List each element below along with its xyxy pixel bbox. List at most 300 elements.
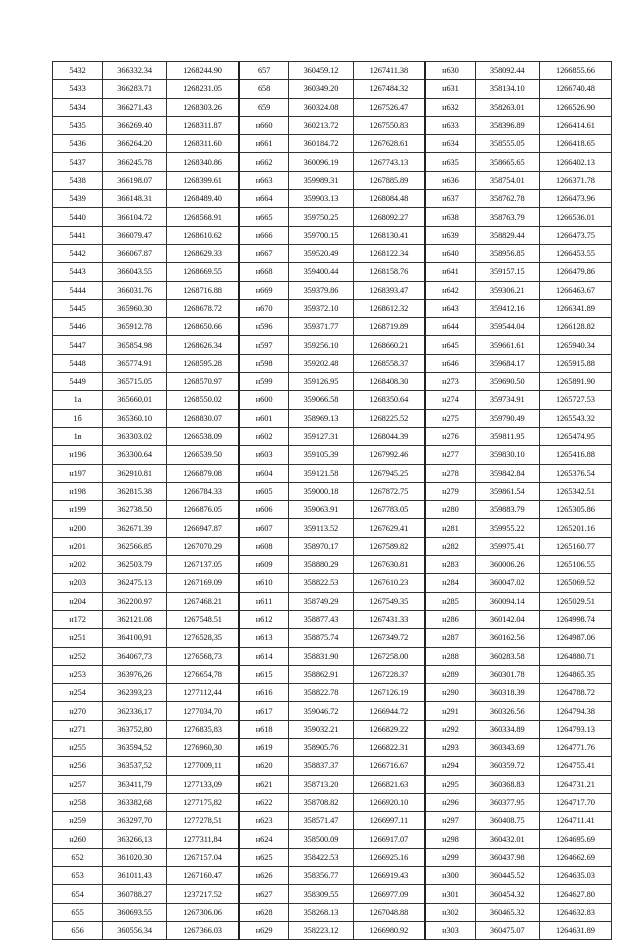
y-coordinate-cell: 1268489.40 <box>167 190 239 208</box>
y-coordinate-cell: 1267783.05 <box>353 501 425 519</box>
y-coordinate-cell: 1266418.65 <box>539 135 611 153</box>
y-coordinate-cell: 1266716.67 <box>353 757 425 775</box>
table-row <box>53 665 612 683</box>
table-row <box>53 391 612 409</box>
point-id-cell: н613 <box>239 629 289 647</box>
x-coordinate-cell: 366104.72 <box>103 208 167 226</box>
x-coordinate-cell: 363537,52 <box>103 757 167 775</box>
point-id-cell: 5439 <box>53 190 103 208</box>
x-coordinate-cell: 362815.38 <box>103 482 167 500</box>
x-coordinate-cell: 359000.18 <box>289 482 353 500</box>
x-coordinate-cell: 360162.56 <box>475 629 539 647</box>
x-coordinate-cell: 360324.08 <box>289 98 353 116</box>
point-id-cell: н600 <box>239 391 289 409</box>
x-coordinate-cell: 358500.09 <box>289 830 353 848</box>
point-id-cell: н273 <box>425 373 475 391</box>
x-coordinate-cell: 360184.72 <box>289 135 353 153</box>
point-id-cell: н635 <box>425 153 475 171</box>
x-coordinate-cell: 358762.78 <box>475 190 539 208</box>
table-row <box>53 373 612 391</box>
y-coordinate-cell: 1266371.78 <box>539 171 611 189</box>
x-coordinate-cell: 366264.20 <box>103 135 167 153</box>
point-id-cell: 5436 <box>53 135 103 153</box>
point-id-cell: н668 <box>239 263 289 281</box>
x-coordinate-cell: 358749.29 <box>289 592 353 610</box>
x-coordinate-cell: 362336,17 <box>103 702 167 720</box>
y-coordinate-cell: 1267431.33 <box>353 610 425 628</box>
table-row <box>53 501 612 519</box>
y-coordinate-cell: 1267589.82 <box>353 537 425 555</box>
point-id-cell: 1а <box>53 391 103 409</box>
point-id-cell: н281 <box>425 519 475 537</box>
y-coordinate-cell: 1277133,09 <box>167 775 239 793</box>
y-coordinate-cell: 1268595.28 <box>167 354 239 372</box>
y-coordinate-cell: 1267548.51 <box>167 610 239 628</box>
table-row <box>53 281 612 299</box>
y-coordinate-cell: 1267550.83 <box>353 116 425 134</box>
x-coordinate-cell: 360326.56 <box>475 702 539 720</box>
x-coordinate-cell: 362393,23 <box>103 684 167 702</box>
table-row <box>53 299 612 317</box>
x-coordinate-cell: 359975.41 <box>475 537 539 555</box>
x-coordinate-cell: 360408.75 <box>475 812 539 830</box>
point-id-cell: 5435 <box>53 116 103 134</box>
point-id-cell: н623 <box>239 812 289 830</box>
point-id-cell: н641 <box>425 263 475 281</box>
y-coordinate-cell: 1264635.03 <box>539 867 611 885</box>
x-coordinate-cell: 359734.91 <box>475 391 539 409</box>
table-row <box>53 885 612 903</box>
point-id-cell: н258 <box>53 793 103 811</box>
point-id-cell: н645 <box>425 336 475 354</box>
y-coordinate-cell: 1264788.72 <box>539 684 611 702</box>
point-id-cell: н627 <box>239 885 289 903</box>
x-coordinate-cell: 362671.39 <box>103 519 167 537</box>
x-coordinate-cell: 359684.17 <box>475 354 539 372</box>
point-id-cell: 5434 <box>53 98 103 116</box>
x-coordinate-cell: 363303.02 <box>103 427 167 445</box>
table-row <box>53 190 612 208</box>
point-id-cell: н298 <box>425 830 475 848</box>
y-coordinate-cell: 1266453.55 <box>539 244 611 262</box>
x-coordinate-cell: 366079.47 <box>103 226 167 244</box>
y-coordinate-cell: 1268044.39 <box>353 427 425 445</box>
point-id-cell: н286 <box>425 610 475 628</box>
point-id-cell: н637 <box>425 190 475 208</box>
x-coordinate-cell: 362566.85 <box>103 537 167 555</box>
table-row <box>53 80 612 98</box>
point-id-cell: н633 <box>425 116 475 134</box>
y-coordinate-cell: 1268231.05 <box>167 80 239 98</box>
point-id-cell: н300 <box>425 867 475 885</box>
point-id-cell: н669 <box>239 281 289 299</box>
y-coordinate-cell: 1268311.87 <box>167 116 239 134</box>
x-coordinate-cell: 363594,52 <box>103 738 167 756</box>
x-coordinate-cell: 358268.13 <box>289 903 353 921</box>
y-coordinate-cell: 1267743.13 <box>353 153 425 171</box>
point-id-cell: 5433 <box>53 80 103 98</box>
x-coordinate-cell: 360377.95 <box>475 793 539 811</box>
point-id-cell: 652 <box>53 848 103 866</box>
x-coordinate-cell: 362200.97 <box>103 592 167 610</box>
point-id-cell: н203 <box>53 574 103 592</box>
table-row <box>53 537 612 555</box>
y-coordinate-cell: 1265201.16 <box>539 519 611 537</box>
point-id-cell: н642 <box>425 281 475 299</box>
x-coordinate-cell: 358555.05 <box>475 135 539 153</box>
y-coordinate-cell: 1277175,82 <box>167 793 239 811</box>
y-coordinate-cell: 1267549.35 <box>353 592 425 610</box>
y-coordinate-cell: 1267526.47 <box>353 98 425 116</box>
y-coordinate-cell: 1266917.07 <box>353 830 425 848</box>
table-row <box>53 867 612 885</box>
y-coordinate-cell: 1265376.54 <box>539 464 611 482</box>
x-coordinate-cell: 359127.31 <box>289 427 353 445</box>
point-id-cell: 5442 <box>53 244 103 262</box>
coordinate-table-body <box>53 62 612 940</box>
x-coordinate-cell: 362475.13 <box>103 574 167 592</box>
y-coordinate-cell: 1268399.61 <box>167 171 239 189</box>
point-id-cell: н295 <box>425 775 475 793</box>
y-coordinate-cell: 1266784.33 <box>167 482 239 500</box>
point-id-cell: н606 <box>239 501 289 519</box>
y-coordinate-cell: 1276835,83 <box>167 720 239 738</box>
point-id-cell: н277 <box>425 446 475 464</box>
point-id-cell: н620 <box>239 757 289 775</box>
point-id-cell: н197 <box>53 464 103 482</box>
y-coordinate-cell: 1268610.62 <box>167 226 239 244</box>
x-coordinate-cell: 360556.34 <box>103 921 167 939</box>
x-coordinate-cell: 358829.44 <box>475 226 539 244</box>
x-coordinate-cell: 360006.26 <box>475 556 539 574</box>
table-row <box>53 812 612 830</box>
y-coordinate-cell: 1266740.48 <box>539 80 611 98</box>
point-id-cell: н294 <box>425 757 475 775</box>
y-coordinate-cell: 1277009,11 <box>167 757 239 775</box>
y-coordinate-cell: 1268408.30 <box>353 373 425 391</box>
point-id-cell: н607 <box>239 519 289 537</box>
y-coordinate-cell: 1264631.89 <box>539 921 611 939</box>
table-row <box>53 409 612 427</box>
x-coordinate-cell: 359063.91 <box>289 501 353 519</box>
table-row <box>53 793 612 811</box>
y-coordinate-cell: 1267629.41 <box>353 519 425 537</box>
y-coordinate-cell: 1266876.05 <box>167 501 239 519</box>
y-coordinate-cell: 1268350.64 <box>353 391 425 409</box>
y-coordinate-cell: 1265915.88 <box>539 354 611 372</box>
y-coordinate-cell: 1268158.76 <box>353 263 425 281</box>
point-id-cell: н615 <box>239 665 289 683</box>
y-coordinate-cell: 1266980.92 <box>353 921 425 939</box>
y-coordinate-cell: 1277278,51 <box>167 812 239 830</box>
x-coordinate-cell: 360213.72 <box>289 116 353 134</box>
y-coordinate-cell: 1266821.63 <box>353 775 425 793</box>
y-coordinate-cell: 1265940.34 <box>539 336 611 354</box>
point-id-cell: н276 <box>425 427 475 445</box>
x-coordinate-cell: 358905.76 <box>289 738 353 756</box>
x-coordinate-cell: 358880.29 <box>289 556 353 574</box>
y-coordinate-cell: 1268303.26 <box>167 98 239 116</box>
y-coordinate-cell: 1267137.05 <box>167 556 239 574</box>
y-coordinate-cell: 1266539.50 <box>167 446 239 464</box>
y-coordinate-cell: 1264794.38 <box>539 702 611 720</box>
table-row <box>53 738 612 756</box>
point-id-cell: н612 <box>239 610 289 628</box>
y-coordinate-cell: 1267228.37 <box>353 665 425 683</box>
x-coordinate-cell: 365854.98 <box>103 336 167 354</box>
x-coordinate-cell: 358092.44 <box>475 62 539 80</box>
y-coordinate-cell: 1266920.10 <box>353 793 425 811</box>
y-coordinate-cell: 1267872.75 <box>353 482 425 500</box>
point-id-cell: н200 <box>53 519 103 537</box>
x-coordinate-cell: 362910.81 <box>103 464 167 482</box>
y-coordinate-cell: 1266479.86 <box>539 263 611 281</box>
point-id-cell: н628 <box>239 903 289 921</box>
coordinate-table <box>52 61 612 940</box>
x-coordinate-cell: 363382,68 <box>103 793 167 811</box>
y-coordinate-cell: 1266402.13 <box>539 153 611 171</box>
y-coordinate-cell: 1268244.90 <box>167 62 239 80</box>
y-coordinate-cell: 1276654,78 <box>167 665 239 683</box>
point-id-cell: н646 <box>425 354 475 372</box>
point-id-cell: н665 <box>239 208 289 226</box>
x-coordinate-cell: 360301.78 <box>475 665 539 683</box>
table-row <box>53 574 612 592</box>
y-coordinate-cell: 1266538.09 <box>167 427 239 445</box>
y-coordinate-cell: 1265543.32 <box>539 409 611 427</box>
y-coordinate-cell: 1277311,84 <box>167 830 239 848</box>
y-coordinate-cell: 1264711.41 <box>539 812 611 830</box>
x-coordinate-cell: 360475.07 <box>475 921 539 939</box>
x-coordinate-cell: 366031.76 <box>103 281 167 299</box>
x-coordinate-cell: 365660.01 <box>103 391 167 409</box>
y-coordinate-cell: 1268084.48 <box>353 190 425 208</box>
y-coordinate-cell: 1265305.86 <box>539 501 611 519</box>
point-id-cell: н660 <box>239 116 289 134</box>
x-coordinate-cell: 358708.82 <box>289 793 353 811</box>
point-id-cell: н664 <box>239 190 289 208</box>
x-coordinate-cell: 358956.85 <box>475 244 539 262</box>
point-id-cell: н283 <box>425 556 475 574</box>
y-coordinate-cell: 1237217.52 <box>167 885 239 903</box>
point-id-cell: н293 <box>425 738 475 756</box>
point-id-cell: н639 <box>425 226 475 244</box>
point-id-cell: н636 <box>425 171 475 189</box>
x-coordinate-cell: 358831.90 <box>289 647 353 665</box>
y-coordinate-cell: 1264987.06 <box>539 629 611 647</box>
point-id-cell: н625 <box>239 848 289 866</box>
y-coordinate-cell: 1276528,35 <box>167 629 239 647</box>
point-id-cell: н280 <box>425 501 475 519</box>
point-id-cell: н270 <box>53 702 103 720</box>
point-id-cell: н630 <box>425 62 475 80</box>
y-coordinate-cell: 1265474.95 <box>539 427 611 445</box>
x-coordinate-cell: 358263.01 <box>475 98 539 116</box>
x-coordinate-cell: 359371.77 <box>289 318 353 336</box>
x-coordinate-cell: 359861.54 <box>475 482 539 500</box>
point-id-cell: н617 <box>239 702 289 720</box>
point-id-cell: н621 <box>239 775 289 793</box>
y-coordinate-cell: 1268122.34 <box>353 244 425 262</box>
point-id-cell: 653 <box>53 867 103 885</box>
y-coordinate-cell: 1267630.81 <box>353 556 425 574</box>
table-row <box>53 171 612 189</box>
y-coordinate-cell: 1266919.43 <box>353 867 425 885</box>
y-coordinate-cell: 1267070.29 <box>167 537 239 555</box>
y-coordinate-cell: 1268092.27 <box>353 208 425 226</box>
x-coordinate-cell: 360368.83 <box>475 775 539 793</box>
x-coordinate-cell: 359750.25 <box>289 208 353 226</box>
coordinate-sheet <box>52 61 612 940</box>
point-id-cell: н597 <box>239 336 289 354</box>
point-id-cell: н204 <box>53 592 103 610</box>
point-id-cell: 657 <box>239 62 289 80</box>
y-coordinate-cell: 1266473.96 <box>539 190 611 208</box>
table-row <box>53 208 612 226</box>
x-coordinate-cell: 366271.43 <box>103 98 167 116</box>
point-id-cell: н288 <box>425 647 475 665</box>
y-coordinate-cell: 1267411.38 <box>353 62 425 80</box>
x-coordinate-cell: 360318.39 <box>475 684 539 702</box>
point-id-cell: н611 <box>239 592 289 610</box>
point-id-cell: н632 <box>425 98 475 116</box>
point-id-cell: 5443 <box>53 263 103 281</box>
x-coordinate-cell: 359700.15 <box>289 226 353 244</box>
point-id-cell: 5445 <box>53 299 103 317</box>
x-coordinate-cell: 359121.58 <box>289 464 353 482</box>
table-row <box>53 647 612 665</box>
table-row <box>53 244 612 262</box>
point-id-cell: н596 <box>239 318 289 336</box>
point-id-cell: 654 <box>53 885 103 903</box>
x-coordinate-cell: 359379.86 <box>289 281 353 299</box>
x-coordinate-cell: 359157.15 <box>475 263 539 281</box>
y-coordinate-cell: 1266526.90 <box>539 98 611 116</box>
y-coordinate-cell: 1268393.47 <box>353 281 425 299</box>
table-row <box>53 684 612 702</box>
point-id-cell: н610 <box>239 574 289 592</box>
point-id-cell: н618 <box>239 720 289 738</box>
y-coordinate-cell: 1267992.46 <box>353 446 425 464</box>
y-coordinate-cell: 1268570.97 <box>167 373 239 391</box>
x-coordinate-cell: 364067,73 <box>103 647 167 665</box>
point-id-cell: н285 <box>425 592 475 610</box>
x-coordinate-cell: 358754.01 <box>475 171 539 189</box>
table-row <box>53 62 612 80</box>
x-coordinate-cell: 358309.55 <box>289 885 353 903</box>
y-coordinate-cell: 1276568,73 <box>167 647 239 665</box>
y-coordinate-cell: 1267349.72 <box>353 629 425 647</box>
x-coordinate-cell: 358822.53 <box>289 574 353 592</box>
x-coordinate-cell: 359883.79 <box>475 501 539 519</box>
point-id-cell: н297 <box>425 812 475 830</box>
y-coordinate-cell: 1266822.31 <box>353 738 425 756</box>
x-coordinate-cell: 360094.14 <box>475 592 539 610</box>
x-coordinate-cell: 360459.12 <box>289 62 353 80</box>
x-coordinate-cell: 360432.01 <box>475 830 539 848</box>
y-coordinate-cell: 1264695.69 <box>539 830 611 848</box>
table-row <box>53 702 612 720</box>
point-id-cell: н278 <box>425 464 475 482</box>
x-coordinate-cell: 360343.69 <box>475 738 539 756</box>
table-row <box>53 116 612 134</box>
x-coordinate-cell: 360283.58 <box>475 647 539 665</box>
x-coordinate-cell: 366067.87 <box>103 244 167 262</box>
x-coordinate-cell: 365912.78 <box>103 318 167 336</box>
point-id-cell: н598 <box>239 354 289 372</box>
point-id-cell: н631 <box>425 80 475 98</box>
x-coordinate-cell: 359989.31 <box>289 171 353 189</box>
x-coordinate-cell: 366269.40 <box>103 116 167 134</box>
point-id-cell: 5437 <box>53 153 103 171</box>
y-coordinate-cell: 1264717.70 <box>539 793 611 811</box>
point-id-cell: н289 <box>425 665 475 683</box>
point-id-cell: 1в <box>53 427 103 445</box>
point-id-cell: н303 <box>425 921 475 939</box>
point-id-cell: н643 <box>425 299 475 317</box>
y-coordinate-cell: 1268130.41 <box>353 226 425 244</box>
y-coordinate-cell: 1264998.74 <box>539 610 611 628</box>
point-id-cell: 659 <box>239 98 289 116</box>
x-coordinate-cell: 359544.04 <box>475 318 539 336</box>
x-coordinate-cell: 359046.72 <box>289 702 353 720</box>
y-coordinate-cell: 1264632.83 <box>539 903 611 921</box>
x-coordinate-cell: 358970.17 <box>289 537 353 555</box>
x-coordinate-cell: 360465.32 <box>475 903 539 921</box>
point-id-cell: н629 <box>239 921 289 939</box>
point-id-cell: 5449 <box>53 373 103 391</box>
point-id-cell: н601 <box>239 409 289 427</box>
point-id-cell: н252 <box>53 647 103 665</box>
y-coordinate-cell: 1267610.23 <box>353 574 425 592</box>
y-coordinate-cell: 1266944.72 <box>353 702 425 720</box>
table-row <box>53 446 612 464</box>
point-id-cell: н670 <box>239 299 289 317</box>
point-id-cell: н602 <box>239 427 289 445</box>
x-coordinate-cell: 361020.30 <box>103 848 167 866</box>
x-coordinate-cell: 363300.64 <box>103 446 167 464</box>
x-coordinate-cell: 359105.39 <box>289 446 353 464</box>
y-coordinate-cell: 1268669.55 <box>167 263 239 281</box>
point-id-cell: н605 <box>239 482 289 500</box>
table-row <box>53 354 612 372</box>
y-coordinate-cell: 1267258.00 <box>353 647 425 665</box>
x-coordinate-cell: 359903.13 <box>289 190 353 208</box>
y-coordinate-cell: 1268830.07 <box>167 409 239 427</box>
point-id-cell: н666 <box>239 226 289 244</box>
x-coordinate-cell: 359412.16 <box>475 299 539 317</box>
point-id-cell: 5448 <box>53 354 103 372</box>
point-id-cell: 1б <box>53 409 103 427</box>
point-id-cell: н291 <box>425 702 475 720</box>
point-id-cell: 656 <box>53 921 103 939</box>
table-row <box>53 482 612 500</box>
y-coordinate-cell: 1266925.16 <box>353 848 425 866</box>
point-id-cell: н616 <box>239 684 289 702</box>
x-coordinate-cell: 359126.95 <box>289 373 353 391</box>
x-coordinate-cell: 363266,13 <box>103 830 167 848</box>
y-coordinate-cell: 1265106.55 <box>539 556 611 574</box>
x-coordinate-cell: 362121.08 <box>103 610 167 628</box>
x-coordinate-cell: 359690.50 <box>475 373 539 391</box>
point-id-cell: н292 <box>425 720 475 738</box>
y-coordinate-cell: 1268225.52 <box>353 409 425 427</box>
x-coordinate-cell: 358763.79 <box>475 208 539 226</box>
y-coordinate-cell: 1266341.89 <box>539 299 611 317</box>
x-coordinate-cell: 360454.32 <box>475 885 539 903</box>
y-coordinate-cell: 1267945.25 <box>353 464 425 482</box>
x-coordinate-cell: 358571.47 <box>289 812 353 830</box>
